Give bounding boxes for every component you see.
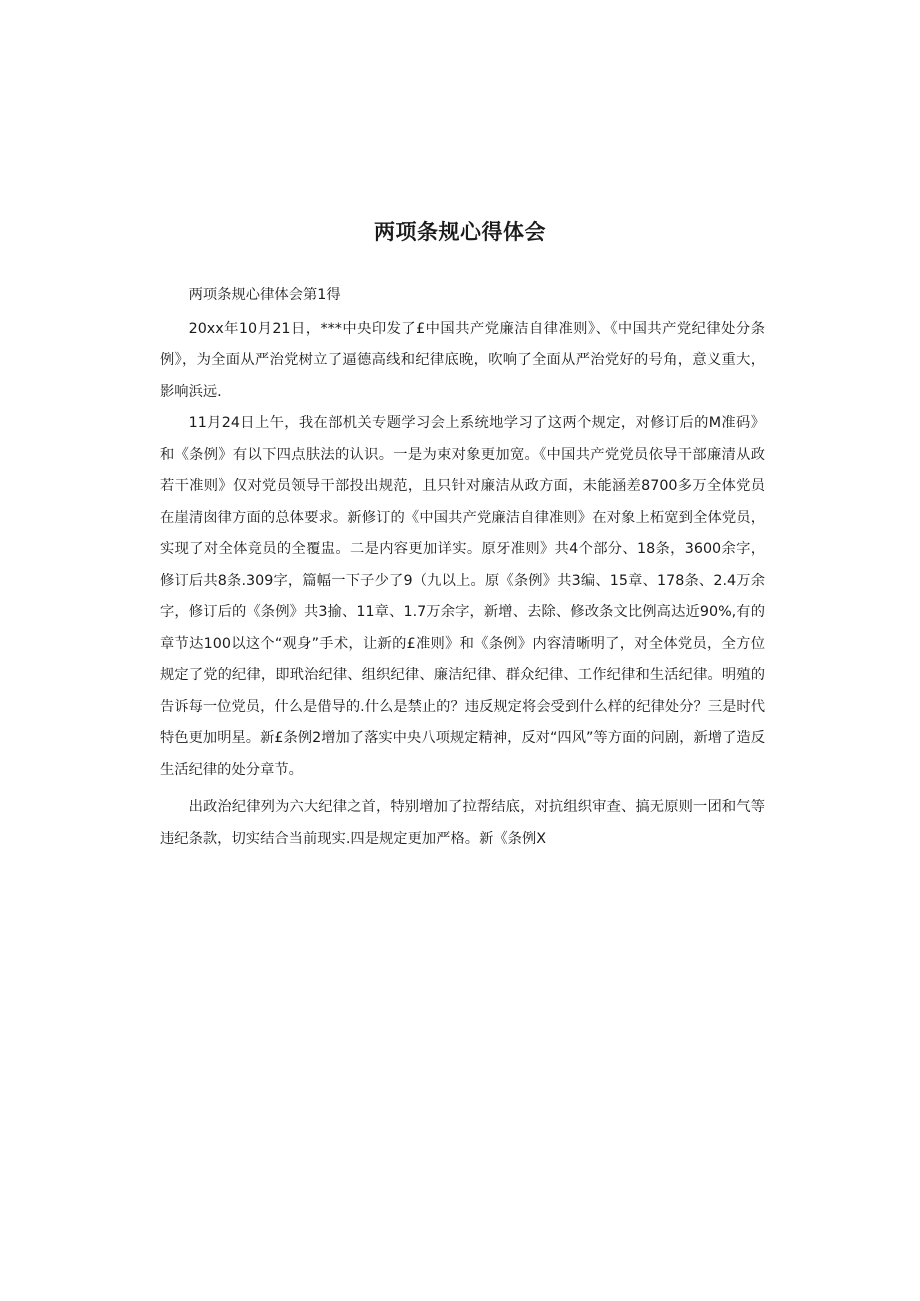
document-body — [160, 280, 765, 855]
paragraph-3: 出政治纪律列为六大纪律之首，特别增加了拉帮结底，对抗组织审查、搞无原则一团和气等违纪条款，切实结合当前现实.四是规定更加严格。新《条例X — [160, 799, 765, 847]
document-title: 两项条规心得体会 — [374, 220, 546, 244]
document-subtitle: 两项条规心律体会第1得 — [188, 287, 341, 303]
paragraph-2: 11月24日上午，我在部机关专题学习会上系统地学习了这两个规定，对修订后的M准码》和《条例》有以下四点肤法的认识。一是为束对象更加宽。《中国共产党党员依导干部廉清从政若干准则》仅对党员领导干部投出规范，且只针对廉洁从政方面，未能涵差8700多万全体党员在崖清囱律方面的总体要求。新修订的《中国共产党廉洁自律准则》在对象上柘宽到全体党员，实现了对全体竞员的全覆盅。二是内容更加详实。原牙准则》共4个部分、18条，3600余字，修订后共8条.309字，篇幅一下子少了9（九以上。原《条例》共3编、15章、178条、2.4万余字，修订后的《条例》共3揄、11章、1.7万余字，新增、去除、修改条文比例高达近90%,有的章节达100以这个“观身”手术，让新的£准则》和《条例》内容清晰明了，对全体党员，全方位规定了党的纪律，即玳治纪律、组织纪律、廉洁纪律、群众纪律、工作纪律和生活纪律。明殖的告诉每一位党员，什么是借导的.什么是禁止的？违反规定将会受到什么样的纪律处分？三是时代特色更加明星。新£条例2增加了落实中央八项规定精神，反对“四风”等方面的问剧，新增了造反生活纪律的处分章节。 — [160, 415, 766, 778]
paragraph-1: 20xx年10月21日，***中央印发了£中国共产党廉洁自律准则》、《中国共产党纪律处分条例》，为全面从严治党树立了逼德高线和纪律底晚，吹响了全面从严治党好的号角，意义重大，影响浜远. — [160, 320, 765, 400]
